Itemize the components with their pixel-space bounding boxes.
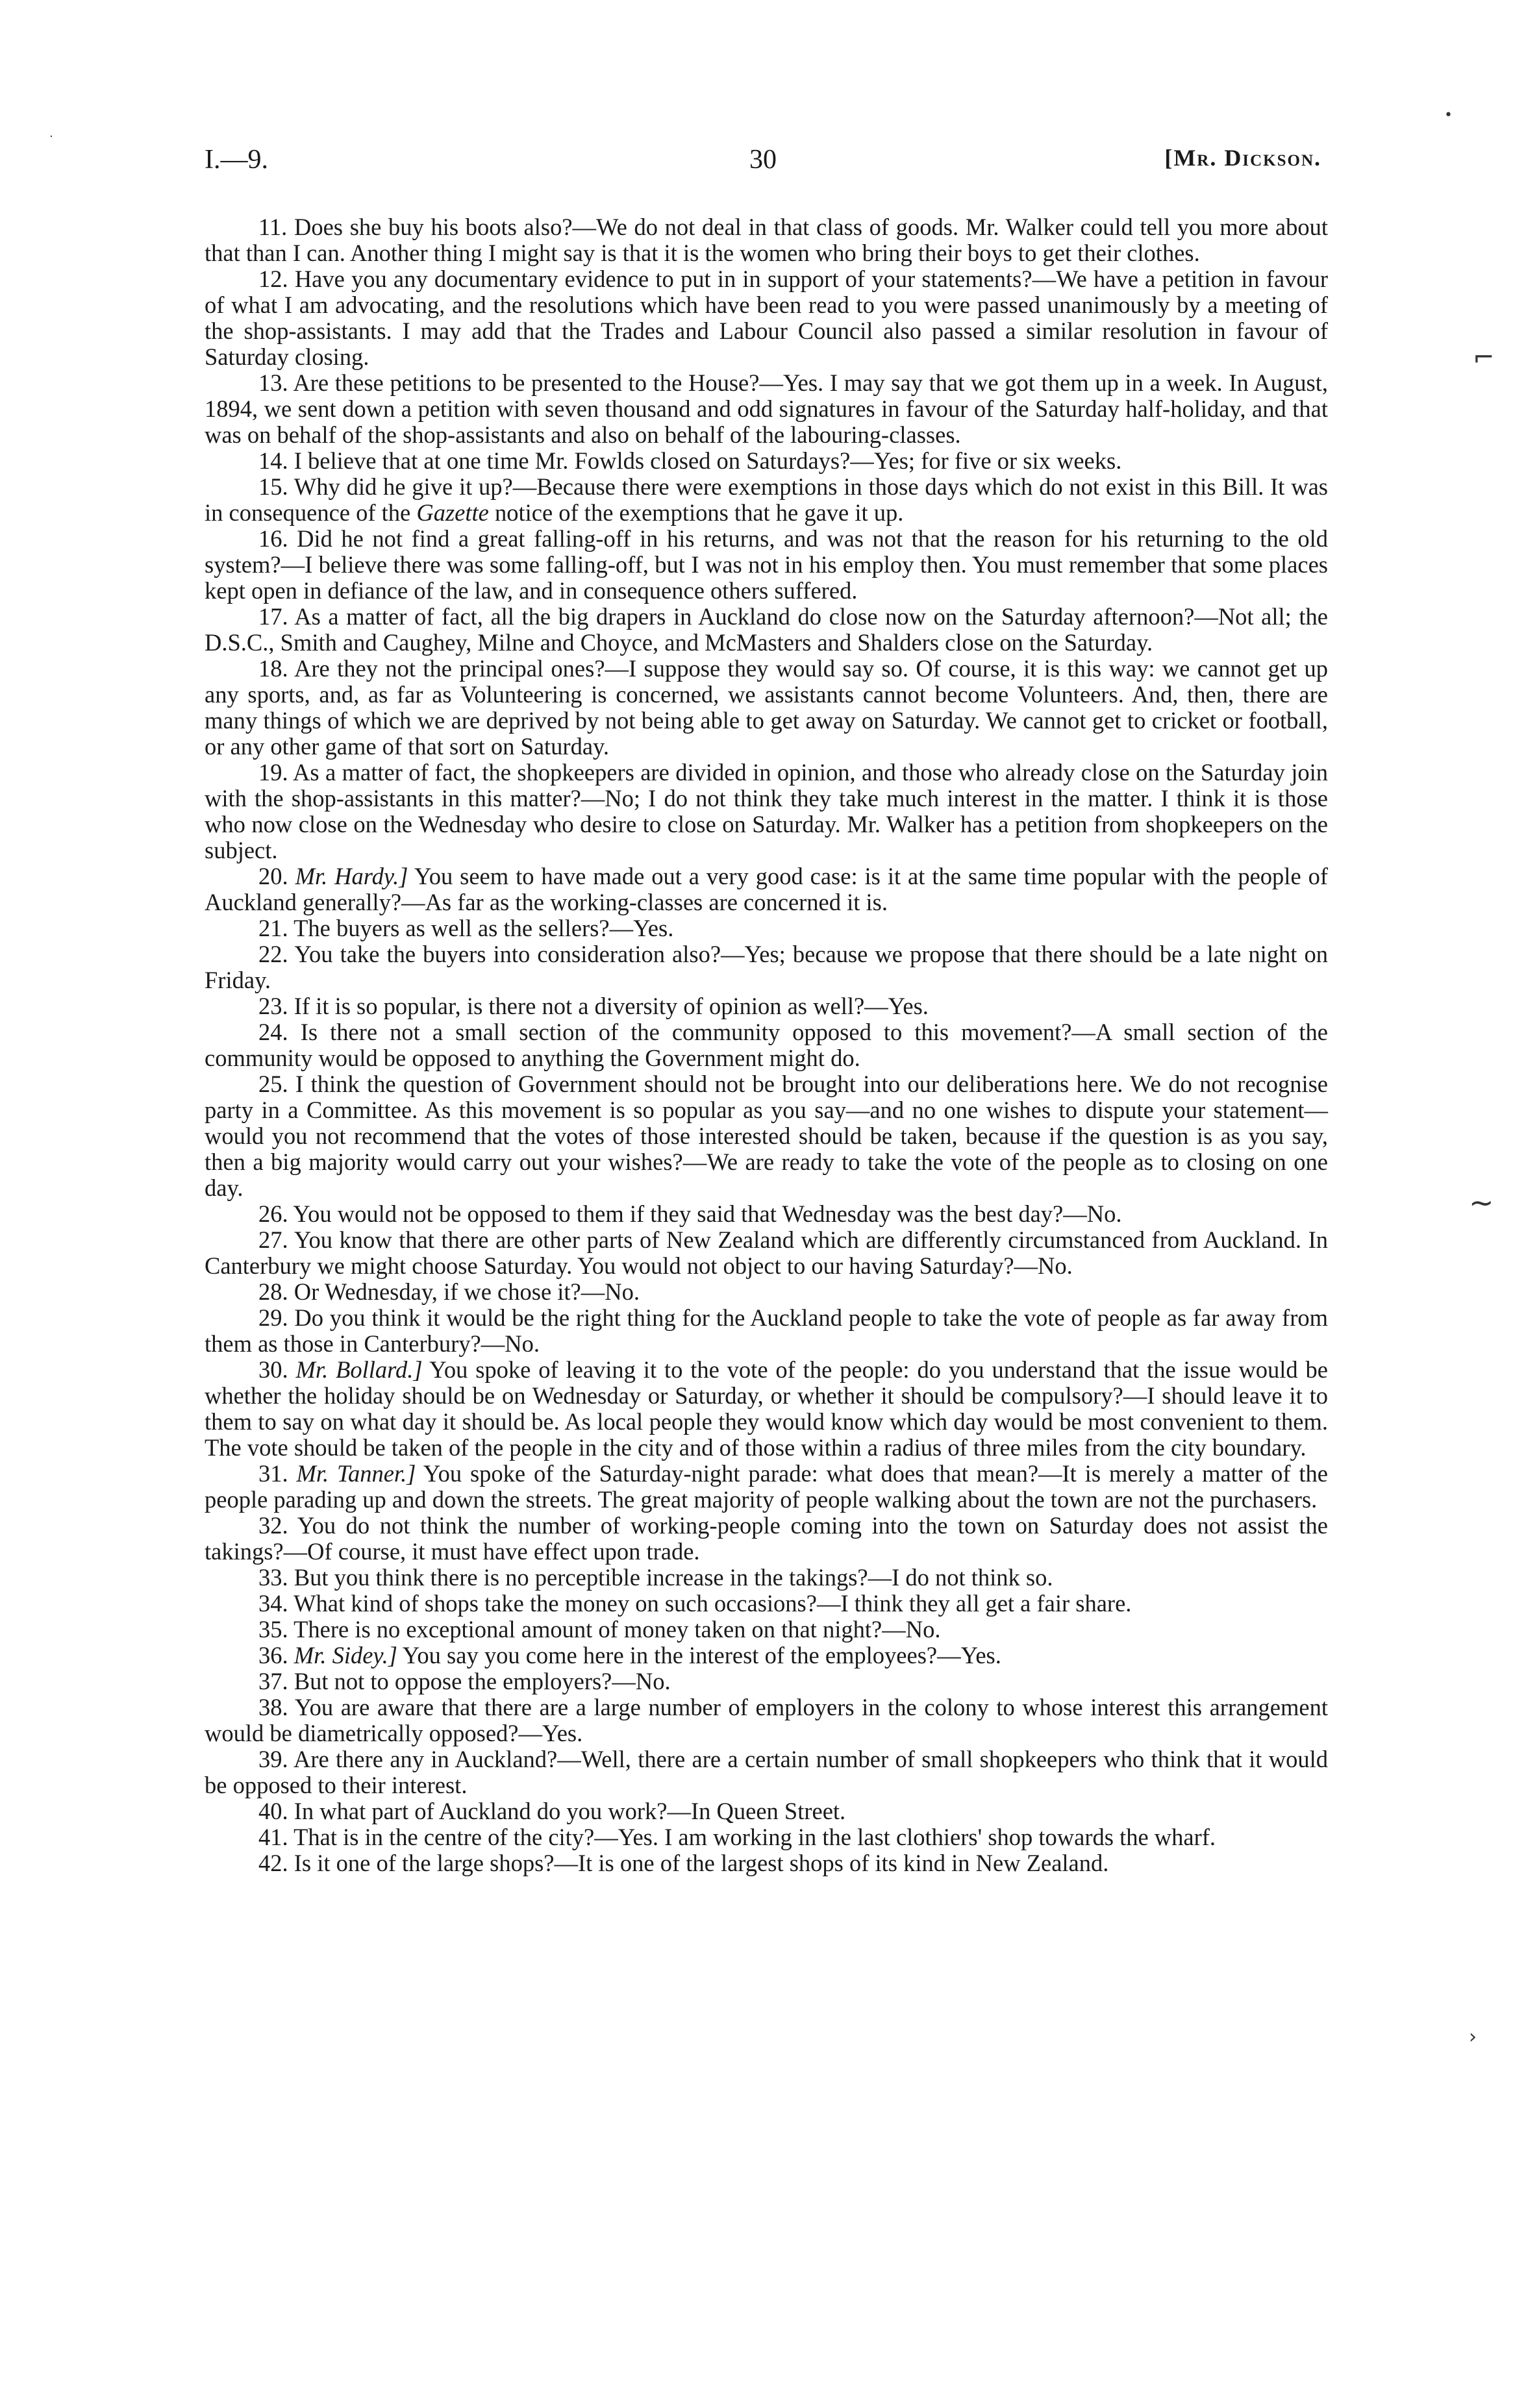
evidence-paragraph <box>205 1669 1328 1694</box>
question-answer-text: The buyers as well as the sellers?—Yes. <box>294 915 674 941</box>
speaker-name: Mr. Bollard.] <box>295 1356 423 1383</box>
evidence-paragraph <box>205 1071 1328 1201</box>
question-number: 27. <box>258 1226 288 1253</box>
speaker-name: Mr. Tanner.] <box>296 1460 416 1487</box>
evidence-paragraph <box>205 915 1328 941</box>
question-answer-text: Are these petitions to be presented to the House?—Yes. I may say that we got them up in a week. In August, 1894, we sent down a petition with seven thousand and odd signatures in favour of the Saturday half-holiday, and that was on behalf of the shop-assistants and also on behalf of the labouring-classes. <box>205 369 1328 448</box>
evidence-paragraph <box>205 1798 1328 1824</box>
witness-name: [Mr. Dickson. <box>1164 145 1321 171</box>
question-answer-text: Or Wednesday, if we chose it?—No. <box>294 1278 640 1305</box>
question-answer-text: You take the buyers into consideration also?—Yes; because we propose that there should be a late night on Friday. <box>205 941 1328 993</box>
evidence-paragraph <box>205 1565 1328 1591</box>
question-answer-text: But you think there is no perceptible increase in the takings?—I do not think so. <box>294 1564 1053 1591</box>
question-number: 26. <box>258 1200 288 1227</box>
question-number: 39. <box>258 1746 288 1772</box>
evidence-paragraph <box>205 448 1328 474</box>
question-answer-text: Did he not find a great falling-off in his returns, and was not that the reason for his returning to the old system?—I believe there was some falling-off, but I was not in his employ then. You must remember that some places kept open in defiance of the law, and in consequence others suffered. <box>205 525 1329 604</box>
question-number: 33. <box>258 1564 288 1591</box>
question-answer-text: If it is so popular, is there not a diversity of opinion as well?—Yes. <box>294 993 929 1019</box>
evidence-paragraph <box>205 526 1328 604</box>
speaker-name: Mr. Hardy.] <box>295 863 408 889</box>
question-number: 12. <box>258 266 288 292</box>
evidence-paragraph <box>205 1201 1328 1227</box>
question-answer-text: You seem to have made out a very good case: is it at the same time popular with the people of Auckland generally?—As far as the working-classes are concerned it is. <box>205 863 1328 915</box>
scan-speck: • <box>1444 107 1453 123</box>
question-number: 11. <box>258 214 288 240</box>
question-answer-text: You say you come here in the interest of the employees?—Yes. <box>402 1642 1001 1669</box>
evidence-paragraph <box>205 266 1328 370</box>
evidence-paragraph <box>205 1850 1328 1876</box>
question-number: 13. <box>258 369 288 396</box>
question-number: 16. <box>258 525 288 552</box>
question-number: 21. <box>258 915 288 941</box>
question-number: 28. <box>258 1278 288 1305</box>
evidence-paragraph <box>205 1227 1328 1279</box>
question-answer-text: Is there not a small section of the community opposed to this movement?—A small section of the community would be opposed to anything the Government might do. <box>205 1019 1329 1071</box>
scan-mark: › <box>1469 2026 1477 2048</box>
paper-reference: I.—9. <box>205 145 268 175</box>
question-answer-text: You spoke of leaving it to the vote of the people: do you understand that the issue would be whether the holiday should be on Wednesday or Saturday, or whether it should be compulsory?—I should leave it to them to say on what day it should be. As local people they would know which day would be most convenient to them. The vote should be taken of the people in the city and of those within a radius of three miles from the city boundary. <box>205 1356 1328 1461</box>
question-number: 42. <box>258 1850 288 1876</box>
question-number: 17. <box>258 603 288 630</box>
evidence-paragraph <box>205 941 1328 993</box>
question-answer-text: Do you think it would be the right thing for the Auckland people to take the vote of people as far away from them as those in Canterbury?—No. <box>205 1304 1328 1357</box>
question-number: 25. <box>258 1071 288 1097</box>
question-answer-text: As a matter of fact, the shopkeepers are divided in opinion, and those who already close on the Saturday join with the shop-assistants in this matter?—No; I do not think they take much interest in the matter. I think it is those who now close on the Wednesday who desire to close on Saturday. Mr. Walker has a petition from shopkeepers on the subject. <box>205 759 1328 863</box>
question-number: 20. <box>258 863 288 889</box>
question-answer-text: Why did he give it up?—Because there were exemptions in those days which do not exist in this Bill. It was in consequence of the Gazette notice of the exemptions that he gave it up. <box>205 473 1328 526</box>
question-number: 22. <box>258 941 288 967</box>
evidence-paragraph <box>205 1746 1328 1798</box>
question-answer-text: I believe that at one time Mr. Fowlds closed on Saturdays?—Yes; for five or six weeks. <box>294 447 1122 474</box>
evidence-paragraph <box>205 1591 1328 1617</box>
question-number: 40. <box>258 1798 288 1824</box>
question-answer-text: Are there any in Auckland?—Well, there are a certain number of small shopkeepers who think that it would be opposed to their interest. <box>205 1746 1328 1798</box>
evidence-paragraph <box>205 1694 1328 1746</box>
question-number: 18. <box>258 655 288 682</box>
page-number: 30 <box>749 145 777 175</box>
question-number: 15. <box>258 473 288 500</box>
question-number: 32. <box>258 1512 288 1539</box>
question-answer-text: Does she buy his boots also?—We do not deal in that class of goods. Mr. Walker could tell you more about that than I can. Another thing I might say is that it is the women who bring their boys to get their clothes. <box>205 214 1328 266</box>
evidence-paragraph <box>205 1357 1328 1461</box>
question-answer-text: You know that there are other parts of New Zealand which are differently circumstanced from Auckland. In Canterbury we might choose Saturday. You would not object to our having Saturday?—No. <box>205 1226 1328 1279</box>
question-number: 35. <box>258 1616 288 1643</box>
question-answer-text: That is in the centre of the city?—Yes. I am working in the last clothiers' shop towards the wharf. <box>294 1824 1216 1850</box>
question-answer-text: But not to oppose the employers?—No. <box>294 1668 671 1694</box>
evidence-paragraph <box>205 1824 1328 1850</box>
evidence-paragraph <box>205 474 1328 526</box>
evidence-paragraph <box>205 1643 1328 1669</box>
question-number: 41. <box>258 1824 288 1850</box>
question-number: 36. <box>258 1642 288 1669</box>
evidence-paragraph <box>205 604 1328 656</box>
question-answer-text: You spoke of the Saturday-night parade: what does that mean?—It is merely a matter of the people parading up and down the streets. The great majority of people walking about the town are not the purchasers. <box>205 1460 1329 1513</box>
evidence-paragraph <box>205 1617 1328 1643</box>
italic-term: Gazette <box>416 499 489 526</box>
evidence-paragraph <box>205 1019 1328 1071</box>
evidence-paragraph <box>205 760 1328 863</box>
question-answer-text: In what part of Auckland do you work?—In Queen Street. <box>294 1798 846 1824</box>
question-number: 14. <box>258 447 288 474</box>
question-number: 30. <box>258 1356 288 1383</box>
evidence-paragraph <box>205 863 1328 915</box>
question-number: 23. <box>258 993 288 1019</box>
evidence-paragraph <box>205 370 1328 448</box>
evidence-paragraph <box>205 214 1328 266</box>
page-header <box>205 144 1321 183</box>
question-answer-text: What kind of shops take the money on such occasions?—I think they all get a fair share. <box>294 1590 1132 1617</box>
question-number: 37. <box>258 1668 288 1694</box>
evidence-paragraph <box>205 1513 1328 1565</box>
question-answer-text: There is no exceptional amount of money taken on that night?—No. <box>294 1616 941 1643</box>
speaker-name: Mr. Sidey.] <box>294 1642 397 1669</box>
question-answer-text: You are aware that there are a large number of employers in the colony to whose interest this arrangement would be diametrically opposed?—Yes. <box>205 1694 1328 1746</box>
question-number: 34. <box>258 1590 288 1617</box>
scan-speck: · <box>49 130 53 143</box>
scan-mark: ~ <box>1469 1185 1494 1220</box>
question-answer-text: As a matter of fact, all the big drapers in Auckland do close now on the Saturday afternoon?—Not all; the D.S.C., Smith and Caughey, Milne and Choyce, and McMasters and Shalders close on the Saturday. <box>205 603 1328 656</box>
evidence-paragraph <box>205 993 1328 1019</box>
question-answer-text: Is it one of the large shops?—It is one of the largest shops of its kind in New Zealand. <box>294 1850 1109 1876</box>
question-number: 31. <box>258 1460 288 1487</box>
question-answer-text: You would not be opposed to them if they said that Wednesday was the best day?—No. <box>293 1200 1122 1227</box>
question-answer-text: Have you any documentary evidence to put in in support of your statements?—We have a petition in favour of what I am advocating, and the resolutions which have been read to you were passed unanimously by a meeting of the shop-assistants. I may add that the Trades and Labour Council also passed a similar resolution in favour of Saturday closing. <box>205 266 1328 370</box>
question-number: 19. <box>258 759 288 786</box>
question-answer-text: I think the question of Government should not be brought into our deliberations here. We do not recognise party in a Committee. As this movement is so popular as you say—and no one wishes to dispute your statement—would you not recommend that the votes of those interested should be taken, because if the question is as you say, then a big majority would carry out your wishes?—We are ready to take the vote of the people as to closing on one day. <box>205 1071 1329 1201</box>
scan-mark: ⌐ <box>1473 343 1495 373</box>
question-answer-text: You do not think the number of working-people coming into the town on Saturday does not assist the takings?—Of course, it must have effect upon trade. <box>205 1512 1328 1565</box>
question-answer-text: Are they not the principal ones?—I suppose they would say so. Of course, it is this way: we cannot get up any sports, and, as far as Volunteering is concerned, we assistants cannot become Volunteers. And, then, there are many things of which we are deprived by not being able to get away on Saturday. We cannot get to cricket or football, or any other game of that sort on Saturday. <box>205 655 1328 760</box>
evidence-paragraph <box>205 1461 1328 1513</box>
evidence-body <box>205 214 1328 1876</box>
evidence-paragraph <box>205 1279 1328 1305</box>
question-number: 29. <box>258 1304 288 1331</box>
evidence-paragraph <box>205 656 1328 760</box>
question-number: 24. <box>258 1019 288 1045</box>
question-number: 38. <box>258 1694 288 1720</box>
evidence-paragraph <box>205 1305 1328 1357</box>
